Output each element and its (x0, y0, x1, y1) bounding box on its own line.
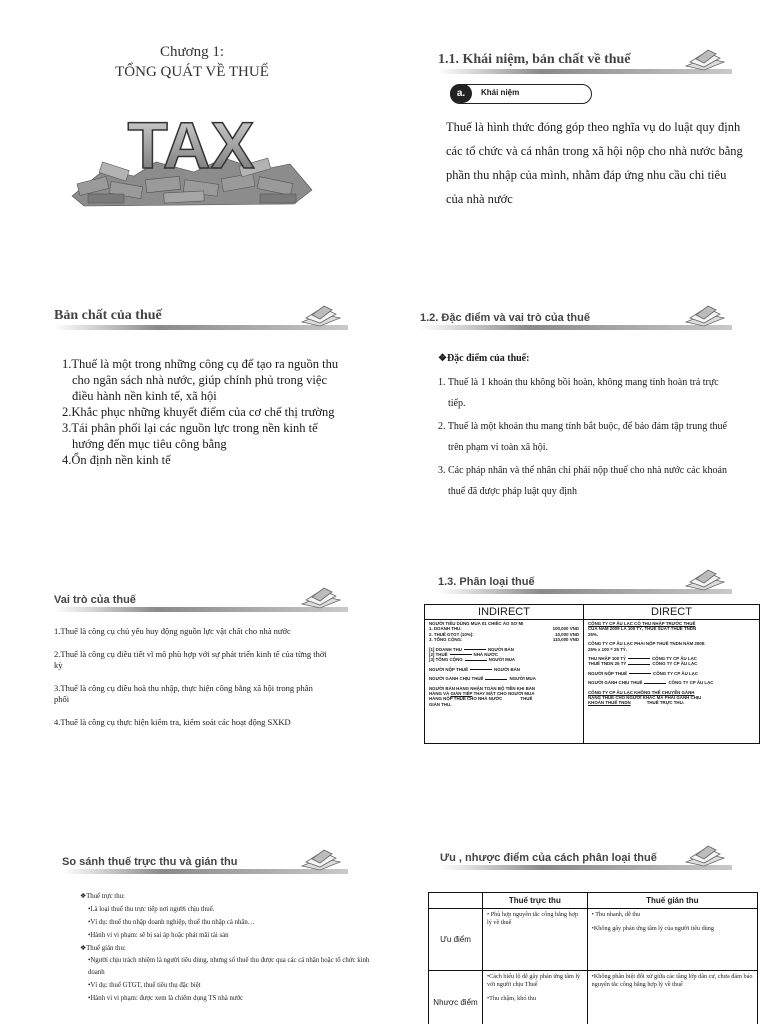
row-label: NGƯỜI NỘP THUẾ (429, 666, 469, 672)
list-item: •Là loại thuế thu trực tiếp nơi người chịu thuế. (88, 906, 215, 913)
table-row (429, 971, 758, 1024)
direct-line (588, 700, 755, 705)
arrow-icon (450, 654, 472, 655)
open-book-icon (300, 304, 342, 328)
note-underlined: KHOẢN THUẾ TNDN (588, 700, 631, 706)
classification-table (424, 604, 760, 744)
slide-title: 1.1. Khái niệm, bản chất về thuế (438, 52, 631, 67)
row-label: [2] THUẾ (429, 652, 448, 658)
slide-header (62, 844, 348, 874)
row-value: NGƯỜI BÁN (487, 646, 514, 652)
list-item: 4.Ổn định nền kinh tế (62, 453, 171, 467)
chapter-name: TỔNG QUÁT VỀ THUẾ (115, 64, 269, 80)
slide-classification (384, 512, 768, 768)
indirect-line: GIÁN THU. (429, 701, 452, 707)
chapter-number: Chương 1: (160, 44, 224, 60)
slide-header (54, 300, 348, 330)
pros-cons-table (428, 892, 758, 1024)
row-value: 100,000 VND (552, 626, 579, 632)
row-value: NGƯỜI MUA (509, 676, 536, 682)
table-cell (587, 909, 757, 971)
tax-money-image (64, 92, 318, 210)
open-book-icon (684, 48, 726, 72)
cell-text: •Thu chậm, khó thu (487, 995, 536, 1002)
note-underlined: GIÁN TIẾP (450, 691, 473, 697)
characteristics-heading: ❖Đặc điểm của thuế: (438, 353, 530, 364)
slide-chapter-cover (0, 0, 384, 256)
table-cell (483, 971, 588, 1024)
slide-roles (0, 512, 384, 768)
indirect-column (425, 605, 584, 743)
subsection-pill (450, 84, 592, 104)
list-item: 3.Thuế là công cụ điều hoà thu nhập, thực hiện công bằng xã hội trong phân phối (54, 683, 313, 704)
row-label: [1] DOANH THU (429, 646, 462, 652)
cell-text: • Thu nhanh, dễ thu (591, 911, 641, 918)
open-book-icon (300, 848, 342, 872)
row-value: CÔNG TY CP ÂU LẠC (668, 680, 714, 686)
note-text: THAY MẶT CHO NGƯỜI MUA (472, 691, 535, 697)
table-cell (587, 971, 757, 1024)
list-item: •Hành vi vi phạm: sẽ bị sai áp hoặc phát mãi tài sản (88, 932, 229, 939)
table-cell (483, 909, 588, 971)
note-text: THUẾ TRỰC THU. (646, 700, 684, 706)
direct-tax-heading: ❖Thuế trực thu: (80, 893, 125, 900)
row-value: NHÀ NƯỚC (473, 652, 499, 658)
row-value: NGƯỜI MUA (488, 657, 516, 663)
table-row (429, 909, 758, 971)
row-label: THU NHẬP 100 TỶ (588, 656, 626, 662)
direct-header: DIRECT (584, 605, 759, 620)
row-value: 110,000 VND (552, 637, 579, 643)
direct-line: 25%. (588, 631, 599, 637)
list-item: •Ví dụ: thuế GTGT, thuế tiêu thụ đặc biệt (88, 982, 201, 989)
list-item: •Người chịu trách nhiệm là người tiêu dùng, nhưng số thuế thu được qua các cá nhân hoặc tổ chức kinh doanh (88, 957, 370, 976)
nature-list (62, 356, 346, 468)
row-label: [3] TỔNG CỘNG (429, 657, 463, 663)
note-text: HÀNG VÀ (429, 691, 451, 697)
slide-title: Ưu , nhược điểm của cách phân loại thuế (440, 852, 657, 864)
list-item: 2.Thuế là công cụ điều tiết vĩ mô phù hợp với sự phát triển kinh tế của từng thời kỳ (54, 649, 327, 670)
list-item: 3.Tái phân phối lại các nguồn lực trong nền kinh tế hướng đến mục tiêu công bằng (62, 421, 318, 451)
cell-text: • Phù hợp nguyên tắc công bằng hợp lý về thuế (487, 911, 579, 926)
arrow-icon (485, 679, 507, 680)
row-value: CÔNG TY CP ÂU LẠC (652, 661, 698, 667)
direct-line: CÔNG TY CP ÂU LẠC KHÔNG THỂ CHUYỂN GÁNH (588, 689, 695, 695)
list-item: 1. Thuế là 1 khoản thu không bồi hoàn, không mang tính hoàn trả trực tiếp. (438, 377, 719, 409)
row-label: NGƯỜI NỘP THUẾ (588, 670, 628, 676)
arrow-icon (628, 664, 650, 665)
tax-letters: TAX (127, 108, 255, 182)
comparison-list (80, 890, 370, 1005)
row-label: 2. THUẾ GTGT (10%): (429, 631, 474, 637)
subsection-badge: a. (450, 84, 472, 103)
note-text: THUẾ (520, 696, 533, 702)
indirect-header: INDIRECT (425, 605, 583, 620)
table-corner-cell (429, 893, 483, 909)
row-header: Nhược điểm (429, 971, 483, 1024)
list-item: 1.Thuế là công cụ chủ yếu huy động nguồn lực vật chất cho nhà nước (54, 626, 291, 636)
row-value: CÔNG TY CP ÂU LẠC (651, 656, 697, 662)
note-text: HÀNG NỘP THUẾ CHO NHÀ NƯỚC (429, 696, 503, 702)
arrow-icon (644, 683, 666, 684)
open-book-icon (300, 586, 342, 610)
arrow-icon (464, 649, 486, 650)
indirect-line: NGƯỜI TIÊU DÙNG MUA 01 CHIẾC ÁO SƠ MI (429, 621, 524, 626)
open-book-icon (684, 844, 726, 868)
direct-line: 25% x 100 = 25 TỶ. (588, 646, 627, 652)
list-item: 4.Thuế là công cụ thực hiện kiểm tra, kiểm soát các hoạt động SXKD (54, 717, 291, 727)
column-header: Thuế gián thu (587, 893, 757, 909)
arrow-icon (629, 673, 651, 674)
open-book-icon (684, 568, 726, 592)
list-item: 2.Khắc phục những khuyết điểm của cơ chế thị trường (62, 405, 335, 419)
cell-text: •Không phân biệt đối xử giữa các tầng lớp dân cư, chưa đảm bảo nguyên tắc công bằng hợp lý về thuế (591, 973, 753, 988)
list-item: 1.Thuế là một trong những công cụ để tạo ra nguồn thu cho ngân sách nhà nước, giúp chính phủ trong việc điều hành nền kinh tế, xã hội (62, 357, 339, 403)
direct-column (584, 605, 759, 743)
slide-header (438, 564, 732, 594)
direct-content (584, 620, 759, 707)
row-label: NGƯỜI GÁNH CHỊU THUẾ (429, 676, 484, 682)
list-item: 2. Thuế là một khoản thu mang tính bắt buộc, để bảo đảm tập trung thuế trên phạm vi toàn xã hội. (438, 421, 727, 453)
arrow-icon (465, 660, 487, 661)
slide-title: 1.2. Đặc điểm và vai trò của thuế (420, 312, 590, 324)
indirect-tax-heading: ❖Thuế gián thu: (80, 945, 126, 952)
table-header-row (429, 893, 758, 909)
direct-line: CỦA NĂM 2009 LÀ 100 TỶ, THUẾ SUẤT THUẾ TNDN (588, 626, 697, 632)
characteristics-list (438, 372, 734, 504)
slide-comparison (0, 768, 384, 1024)
list-item: 3. Các pháp nhân và thể nhân chỉ phải nộp thuế cho nhà nước các khoản thuế đã được pháp luật quy định (438, 465, 727, 497)
slide-characteristics (384, 256, 768, 512)
row-value: CÔNG TY CP ÂU LẠC (653, 670, 698, 676)
slide-title: Bản chất của thuế (54, 308, 162, 323)
direct-line: CÔNG TY CP ÂU LẠC CÓ THU NHẬP TRƯỚC THUẾ (588, 621, 696, 626)
chapter-title (0, 42, 384, 82)
indirect-line: NGƯỜI BÁN HÀNG NHẬN TOÀN BỘ TIỀN KHI BÁN (429, 685, 536, 691)
arrow-icon (628, 658, 650, 659)
slide-title: So sánh thuế trực thu và gián thu (62, 856, 238, 868)
row-value: 10,000 VND (555, 631, 579, 637)
row-label: 1. DOANH THU: (429, 626, 462, 632)
slide-header (440, 840, 732, 870)
roles-list (54, 626, 330, 740)
arrow-icon (470, 669, 492, 670)
slide-concept (384, 0, 768, 256)
row-label: NGƯỜI GÁNH CHỊU THUẾ (588, 680, 643, 686)
slide-pros-cons (384, 768, 768, 1024)
slide-nature (0, 256, 384, 512)
direct-line: NẶNG THUẾ CHO NGƯỜI KHÁC MÀ PHẢI GÁNH CHỊU (588, 695, 702, 701)
slide-header (420, 300, 732, 330)
subsection-label: Khái niệm (481, 88, 520, 97)
slide-header (438, 44, 732, 74)
direct-line: CÔNG TY CP ÂU LẠC PHẢI NỘP THUẾ TNDN NĂM 2009: (588, 641, 706, 647)
cell-text: •Không gây phản ứng tâm lý của người tiêu dùng (591, 925, 714, 932)
list-item: •Ví dụ: thuế thu nhập doanh nghiệp, thuế thu nhập cá nhân… (88, 919, 255, 926)
indirect-content (425, 620, 583, 708)
slide-header (54, 582, 348, 612)
row-header: Ưu điểm (429, 909, 483, 971)
slide-title: Vai trò của thuế (54, 594, 136, 606)
cell-text: •Cách biểu lộ dễ gây phản ứng tâm lý với người chịu Thuế (487, 973, 581, 988)
slide-title: 1.3. Phân loại thuế (438, 576, 535, 588)
open-book-icon (684, 304, 726, 328)
row-value: NGƯỜI BÁN (494, 666, 520, 672)
list-item: •Hành vi vi phạm: được xem là chiếm dụng TS nhà nước (88, 995, 244, 1002)
tax-definition: Thuế là hình thức đóng góp theo nghĩa vụ do luật quy định các tổ chức và cá nhân trong xã hội nộp cho nhà nước bằng phần thu nhập của mình, nhằm đáp ứng nhu cầu chi tiêu của nhà nước (446, 120, 743, 206)
row-label: 3. TỔNG CỘNG: (429, 637, 463, 643)
row-label: THUẾ TNDN 25 TỶ (588, 661, 627, 667)
column-header: Thuế trực thu (483, 893, 588, 909)
